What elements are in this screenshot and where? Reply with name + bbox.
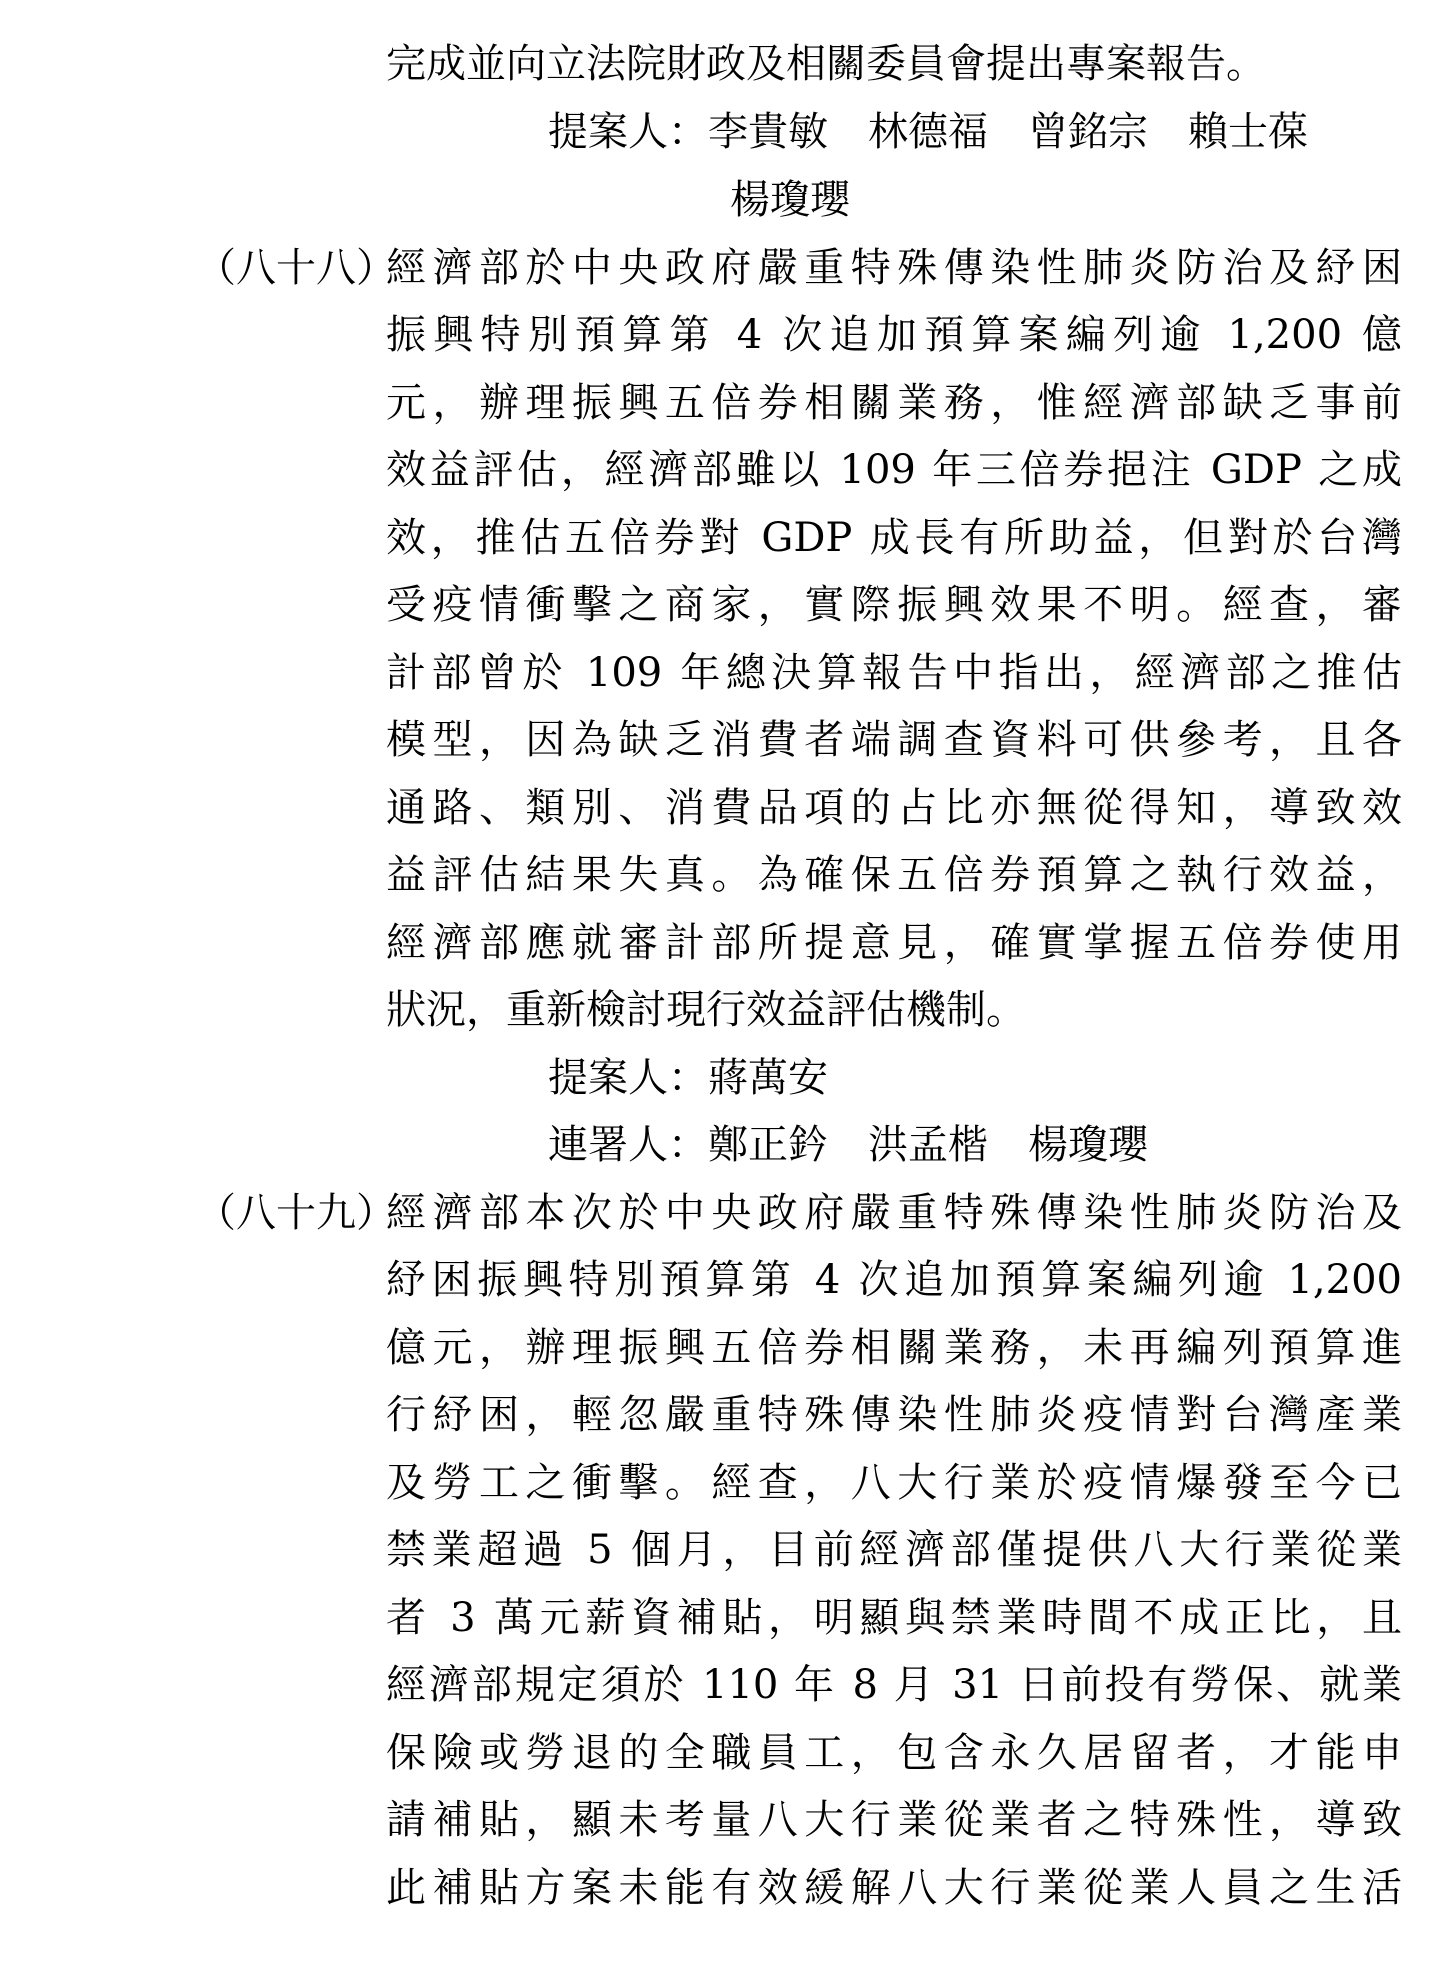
item-text-line: 紓困振興特別預算第 4 次追加預算案編列逾 1,200 — [386, 1257, 1402, 1303]
intro-proposers: 提案人：李貴敏 林德福 曾銘宗 賴士葆 — [548, 109, 1308, 155]
intro-proposers-cont: 楊瓊瓔 — [730, 177, 850, 223]
item-text-line: 禁業超過 5 個月，目前經濟部僅提供八大行業從業 — [386, 1527, 1402, 1573]
item-88-proposer: 提案人：蔣萬安 — [548, 1055, 828, 1101]
item-text-line: 效，推估五倍券對 GDP 成長有所助益，但對於台灣 — [386, 515, 1402, 561]
item-number: （八十八） — [196, 245, 396, 291]
item-text-line: 行紓困，輕忽嚴重特殊傳染性肺炎疫情對台灣產業 — [386, 1392, 1402, 1438]
item-text-line: 元，辦理振興五倍券相關業務，惟經濟部缺乏事前 — [386, 380, 1402, 426]
item-89-first-line — [196, 1189, 1402, 1237]
item-text-line: 益評估結果失真。為確保五倍券預算之執行效益， — [386, 852, 1402, 898]
item-text-line: 受疫情衝擊之商家，實際振興效果不明。經查，審 — [386, 582, 1402, 628]
item-text-line: 狀況，重新檢討現行效益評估機制。 — [386, 987, 1026, 1033]
item-text-line: 效益評估，經濟部雖以 109 年三倍券挹注 GDP 之成 — [386, 447, 1402, 493]
item-text-line: 經濟部規定須於 110 年 8 月 31 日前投有勞保、就業 — [386, 1662, 1402, 1708]
item-text-line: 經濟部應就審計部所提意見，確實掌握五倍券使用 — [386, 920, 1402, 966]
item-text-line: 計部曾於 109 年總決算報告中指出，經濟部之推估 — [386, 650, 1402, 696]
intro-line: 完成並向立法院財政及相關委員會提出專案報告。 — [386, 41, 1266, 87]
item-text-line: 者 3 萬元薪資補貼，明顯與禁業時間不成正比，且 — [386, 1595, 1402, 1641]
item-text-line: 經濟部於中央政府嚴重特殊傳染性肺炎防治及紓困 — [386, 245, 1402, 291]
item-text-line: 振興特別預算第 4 次追加預算案編列逾 1,200 億 — [386, 312, 1402, 358]
item-number: （八十九） — [196, 1190, 396, 1236]
item-text-line: 億元，辦理振興五倍券相關業務，未再編列預算進 — [386, 1325, 1402, 1371]
item-text-line: 模型，因為缺乏消費者端調查資料可供參考，且各 — [386, 717, 1402, 763]
item-text-line: 保險或勞退的全職員工，包含永久居留者，才能申 — [386, 1730, 1402, 1776]
item-88-first-line — [196, 244, 1402, 292]
item-text-line: 經濟部本次於中央政府嚴重特殊傳染性肺炎防治及 — [386, 1190, 1402, 1236]
item-text-line: 此補貼方案未能有效緩解八大行業從業人員之生活 — [386, 1865, 1402, 1911]
item-88-cosigners: 連署人：鄭正鈐 洪孟楷 楊瓊瓔 — [548, 1122, 1148, 1168]
item-text-line: 請補貼，顯未考量八大行業從業者之特殊性，導致 — [386, 1797, 1402, 1843]
item-text-line: 通路、類別、消費品項的占比亦無從得知，導致效 — [386, 785, 1402, 831]
item-text-line: 及勞工之衝擊。經查，八大行業於疫情爆發至今已 — [386, 1460, 1402, 1506]
